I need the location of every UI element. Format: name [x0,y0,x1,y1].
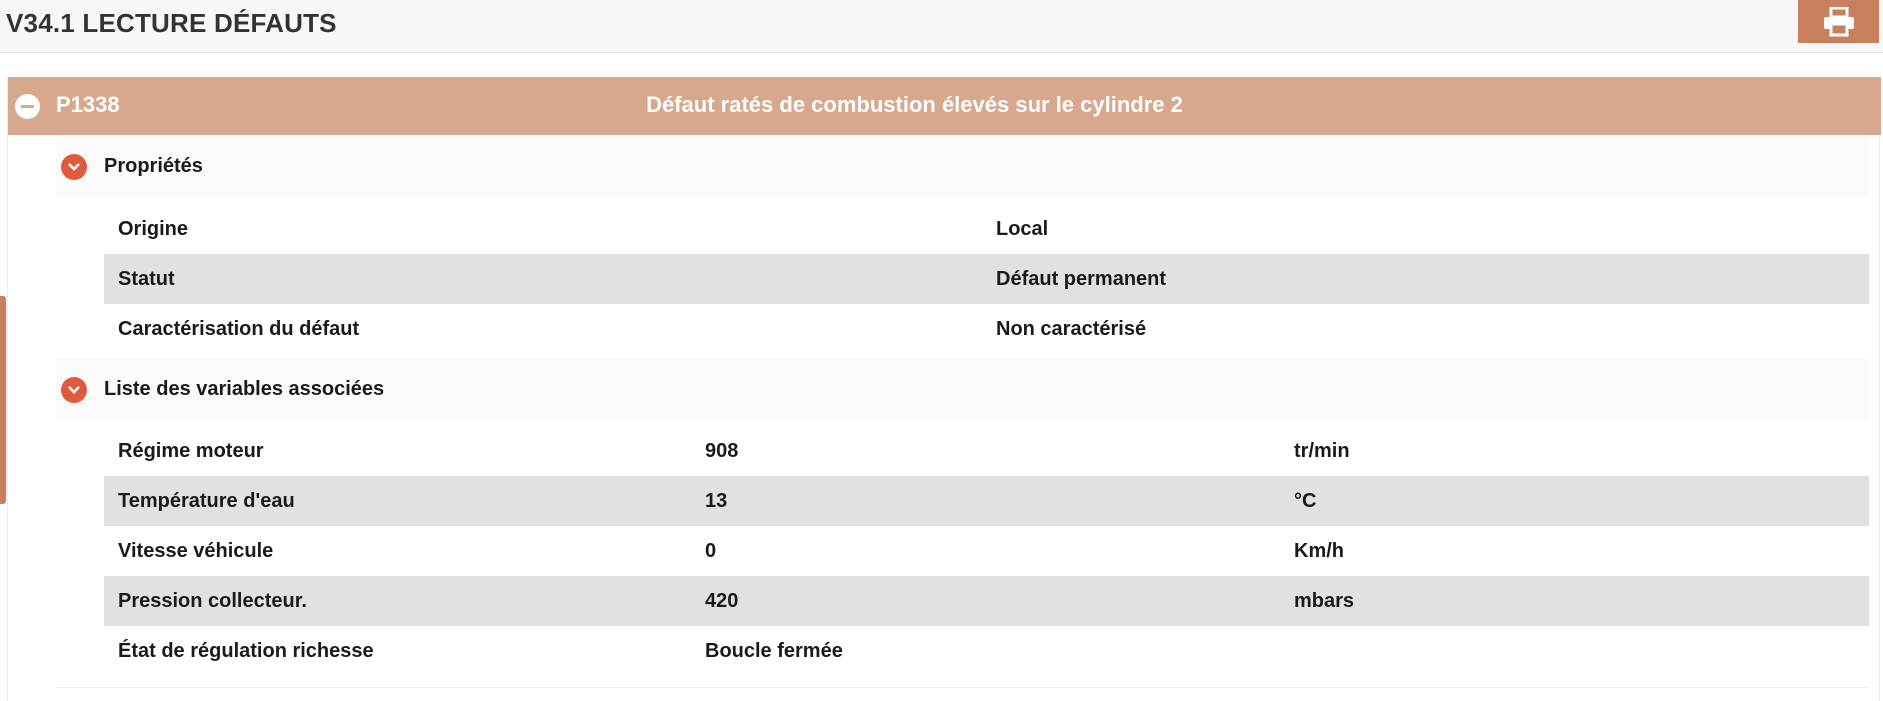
variable-label: Pression collecteur. [118,590,307,612]
variable-value: Boucle fermée [705,640,843,662]
divider [56,687,1869,688]
fault-code: P1338 [56,92,120,117]
variable-label: Température d'eau [118,490,295,512]
fault-description: Défaut ratés de combustion élevés sur le cylindre 2 [646,92,1183,117]
section-properties-header[interactable] [56,135,1869,197]
property-label: Statut [118,268,175,290]
variable-value: 13 [705,490,728,512]
top-bar [0,0,1883,53]
table-row [104,526,1869,576]
chevron-down-icon[interactable] [61,377,87,403]
variable-label: Vitesse véhicule [118,540,274,562]
property-label: Origine [118,218,189,240]
table-row [104,304,1869,354]
variable-label: Régime moteur [118,440,264,462]
variable-value: 420 [705,590,739,612]
printer-icon [1822,7,1856,37]
table-row [104,626,1869,676]
chevron-down-icon[interactable] [61,154,87,180]
property-value: Non caractérisé [996,318,1147,340]
variable-unit: mbars [1294,590,1355,612]
side-drawer-tab[interactable] [0,296,6,504]
page-title: V34.1 LECTURE DÉFAUTS [6,8,337,38]
property-value: Défaut permanent [996,268,1167,290]
section-properties-title: Propriétés [104,155,203,177]
table-row [104,204,1869,254]
fault-panel [7,77,1880,701]
properties-table [104,204,1869,354]
variables-table [104,426,1869,676]
property-label: Caractérisation du défaut [118,318,360,340]
variable-label: État de régulation richesse [118,640,374,662]
variable-unit: Km/h [1294,540,1344,562]
table-row [104,426,1869,476]
fault-header[interactable] [8,77,1881,135]
variable-unit: °C [1294,490,1317,512]
property-value: Local [996,218,1049,240]
variable-unit: tr/min [1294,440,1350,462]
section-variables-header[interactable] [56,358,1869,420]
section-variables-title: Liste des variables associées [104,378,385,400]
variable-value: 908 [705,440,739,462]
table-row [104,576,1869,626]
variable-value: 0 [705,540,717,562]
table-row [104,254,1869,304]
print-button[interactable] [1798,0,1879,43]
table-row [104,476,1869,526]
